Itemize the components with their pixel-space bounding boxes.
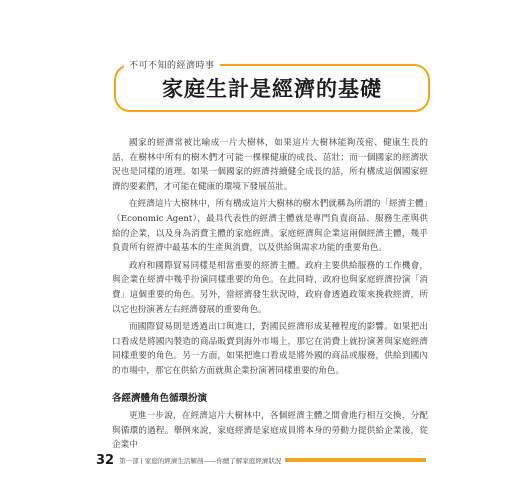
series-label: 不可不知的經濟時事 <box>124 58 220 71</box>
section-heading: 各經濟體角色循環扮演 <box>112 392 208 404</box>
paragraph: 在經濟這片大樹林中，所有構成這片大樹林的樹木們就稱為所謂的「經濟主體」（Economic Agent），最具代表性的經濟主體就是專門負責商品、服務生產與供給的企業，以及身為消費主體的家庭經濟。家庭經濟與企業這兩個經濟主體，幾乎負責所有經濟中最基本的生產與消費，以及供給與需求功能的重要角色。 <box>112 199 428 254</box>
body-text <box>112 136 428 456</box>
paragraph: 國家的經濟常被比喻成一片大樹林，如果這片大樹林能夠茂密、健康生長的話，在樹林中所有的樹木們才可能一棵棵健康的成長、茁壯；而一個國家的經濟狀況也是同樣的道理。如果一個國家的經濟持續健全成長的話，所有構成這個國家經濟的要素們，才可能在健康的環境下發展茁壯。 <box>112 138 428 192</box>
footer-rule <box>285 458 426 462</box>
page-number: 32 <box>96 452 115 468</box>
page-footer <box>96 453 426 467</box>
running-title: 第一部 | 家庭的經濟生活解剖——你總了解家庭經濟狀況 <box>119 456 282 465</box>
paragraph: 而國際貿易則是透過出口與進口，對國民經濟形成某種程度的影響。如果把出口看成是將國內製造的商品販賣到海外市場上，那它在消費上就扮演著與家庭經濟同樣重要的角色。另一方面，如果把進口看成是將外國的商品或服務，供給到國內的市場中，那它在供給方面就與企業扮演著同樣重要的角色。 <box>112 322 428 376</box>
paragraph: 更進一步說，在經濟這片大樹林中，各個經濟主體之間會進行相互交換，分配與循環的過程。舉例來說，家庭經濟是家庭成員將本身的勞動力提供給企業後，從企業中 <box>112 411 428 451</box>
chapter-title: 家庭生計是經濟的基礎 <box>162 77 382 101</box>
paragraph: 政府和國際貿易同樣是相當重要的經濟主體。政府主要供給服務的工作機會，與企業在經濟中幾乎扮演同樣重要的角色。在此同時，政府也與家庭經濟扮演「消費」這個重要的角色。另外，當經濟發生狀況時，政府會透過政策來挽救經濟，所以它也扮演著左右經濟發展的重要角色。 <box>112 260 428 315</box>
